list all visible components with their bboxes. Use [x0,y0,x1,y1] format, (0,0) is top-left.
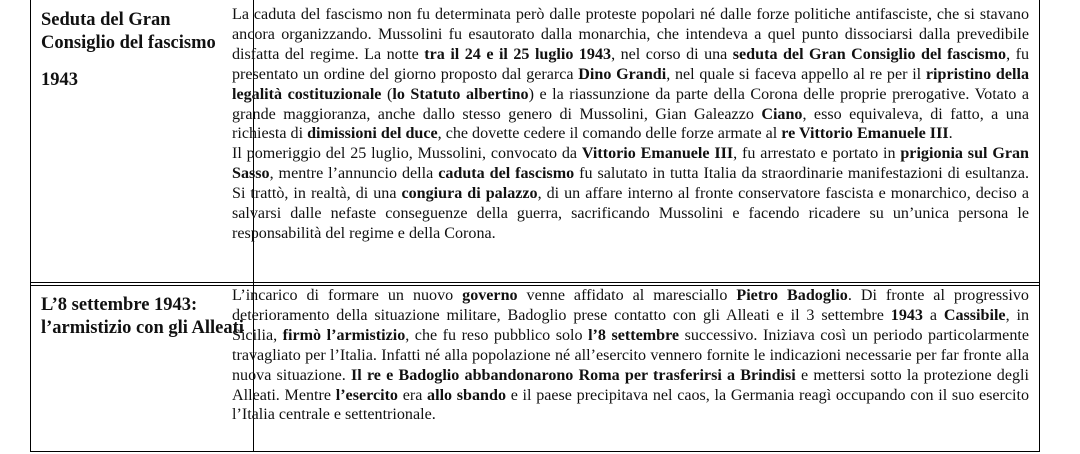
text-run: e il paese precipitava nel caos, la Germania reagì occupando con il suo esercito l’Italia centrale e settentrionale. [232,386,1029,424]
bold-text: Il re e Badoglio abbandonarono Roma per trasferirsi a Brindisi [351,366,796,384]
row-1-text-cell [232,5,1029,244]
bold-text: governo [462,287,518,304]
row-2-text-cell [232,286,1029,425]
text-run: ( [381,85,393,103]
bold-text: l’esercito [335,386,398,404]
text-run: , nel quale si faceva appello al re per il [666,65,926,83]
row-divider [31,282,1039,283]
bold-text: lo Statuto albertino [392,85,529,103]
row-1-year: 1943 [41,70,78,90]
text-run: venne affidato al maresciallo [517,287,737,304]
bold-text: seduta del Gran Consiglio del fascismo [732,45,1007,63]
bold-text: Dino Grandi [578,65,667,83]
text-run: successivo. Iniziava così un periodo particolarmente travagliato per l’Italia. Infatti né alla popolazione né all’esercito vennero fornite le indicazioni necessarie per far fronte alla nuova situazione. [232,326,1029,384]
bold-text: re Vittorio Emanuele III [781,125,949,143]
row-1-paragraph-1 [232,5,1029,144]
row-2-paragraph-1 [232,286,1029,425]
bold-text: ripristino della legalità costituzionale [232,65,1029,103]
bold-text: tra il 24 e il 25 luglio 1943 [424,45,612,63]
text-run: . Di fronte al progressivo deterioramento della situazione militare, Badoglio prese contatto con gli Alleati e il 3 settembre [232,287,1029,324]
text-run: fu salutato in tutta Italia da straordinarie manifestazioni di esultanza. Si trattò, in realtà, di una [232,165,1029,203]
bold-text: congiura di palazzo [401,185,538,203]
text-run: . [948,125,953,143]
row-2-title: L’8 settembre 1943: l’armistizio con gli Alleati [41,295,244,338]
bold-text: firmò l’armistizio [282,326,406,344]
history-table [30,0,1040,452]
bold-text: prigionia sul Gran Sasso [232,145,1030,183]
bold-text: Ciano [761,105,803,123]
text-run: a [922,306,944,324]
text-run: L’incarico di formare un nuovo [232,287,463,304]
bold-text: Pietro Badoglio [736,287,848,304]
bold-text: 1943 [890,306,923,324]
text-run: , in Sicilia, [232,306,1029,344]
bold-text: l’8 settembre [588,326,680,344]
bold-text: Cassibile [943,306,1006,324]
bold-text: dimissioni del duce [307,125,438,143]
text-run: ) e la riassunzione da parte della Corona delle proprie prerogative. Votato a grande maggioranza, anche dallo stesso genero di Mussolini, Gian Galeazzo [232,85,1029,123]
text-run: e mettersi sotto la protezione degli Alleati. Mentre [232,366,1029,404]
bold-text: caduta del fascismo [438,165,575,183]
text-run: , che fu reso pubblico solo [405,326,589,344]
text-run: , mentre l’annuncio della [269,165,439,183]
text-run: , fu presentato un ordine del giorno proposto dal gerarca [232,45,1029,83]
bold-text: allo sbando [427,386,506,404]
row-2-title-cell [41,294,246,340]
row-1-paragraph-2 [232,144,1029,244]
text-run: Il pomeriggio del 25 luglio, Mussolini, convocato da [232,145,582,163]
row-1-title: Seduta del Gran Consiglio del fascismo [41,10,216,53]
text-run: , nel corso di una [611,45,733,63]
text-run: era [397,386,428,404]
text-run: , esso equivaleva, di fatto, a una richiesta di [232,105,1029,143]
text-run: La caduta del fascismo non fu determinata però dalle proteste popolari né dalle forze politiche antifasciste, che si stavano ancora organizzando. Mussolini fu esautorato dalla monarchia, che intendeva a quel punto dissociarsi dalla prevedibile disfatta del regime. La notte [232,6,1029,63]
bold-text: Vittorio Emanuele III [581,145,734,163]
row-1-title-cell [41,9,246,92]
text-run: , di un affare interno al fronte conservatore fascista e monarchico, deciso a salvarsi dalle nefaste conseguenze della guerra, sacrificando Mussolini e facendo ricadere su un’unica persona le responsabilità del regime e della Corona. [232,185,1030,242]
text-run: , che dovette cedere il comando delle forze armate al [437,125,782,143]
text-run: , fu arrestato e portato in [733,145,901,163]
